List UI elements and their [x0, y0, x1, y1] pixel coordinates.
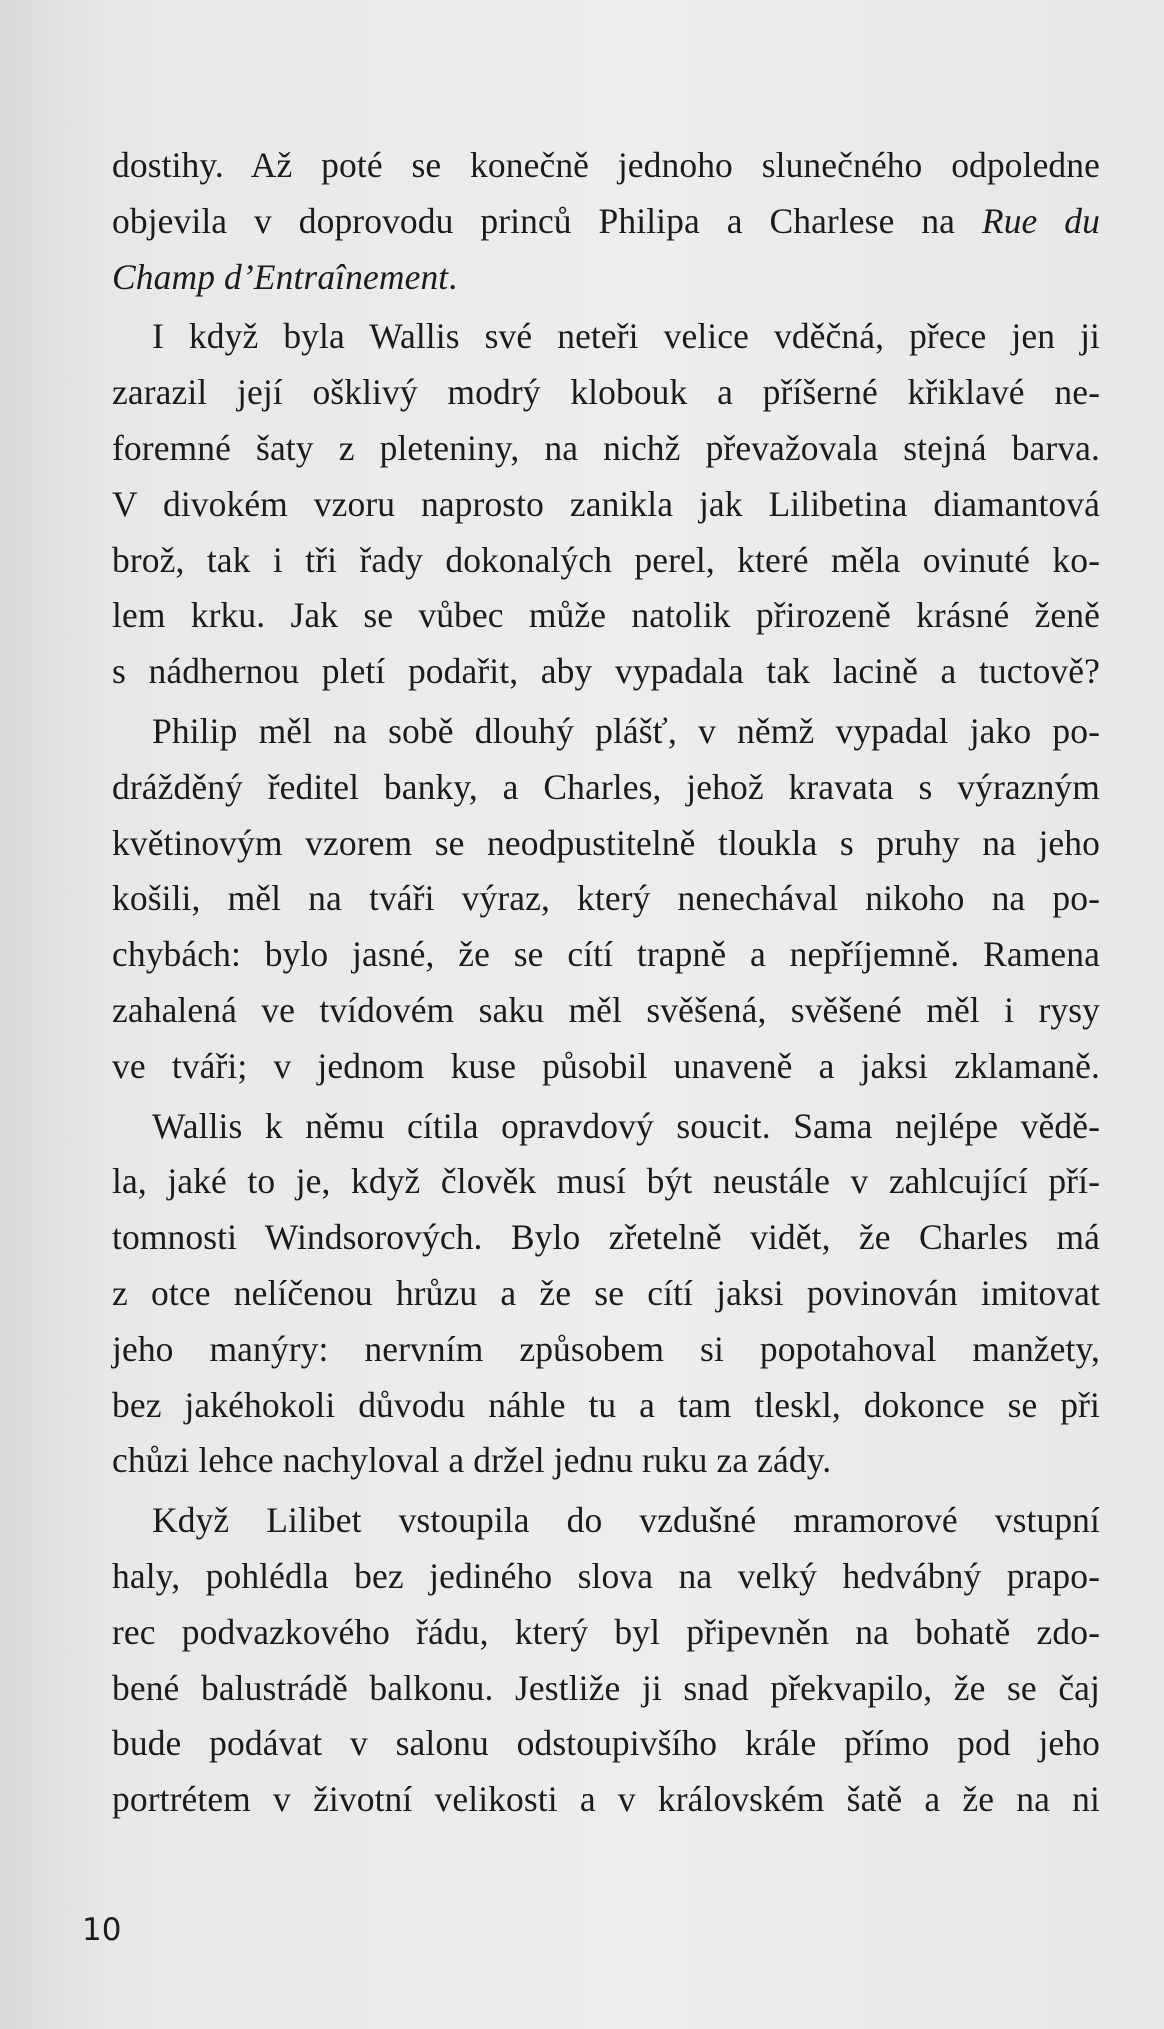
text-line: zarazil její ošklivý modrý klobouk a příšerné křiklavé ne- — [112, 372, 1100, 413]
text-line: ve tváři; v jednom kuse působil unaveně a jaksi zklamaně. — [112, 1045, 1100, 1086]
text-line: la, jaké to je, když člověk musí být neustále v zahlcující pří- — [112, 1161, 1100, 1202]
text-line: portrétem v životní velikosti a v královském šatě a že na ni — [112, 1779, 1100, 1820]
text-line: květinovým vzorem se neodpustitelně tloukla s pruhy na jeho — [112, 822, 1100, 863]
text-line: foremné šaty z pleteniny, na nichž převažovala stejná barva. — [112, 427, 1100, 468]
text-line: tomnosti Windsorových. Bylo zřetelně vidět, že Charles má — [112, 1217, 1100, 1258]
text-line-part: objevila v doprovodu princů Philipa a Charlese na — [112, 200, 956, 241]
text-line: I když byla Wallis své neteři velice vděčná, přece jen ji — [152, 316, 1100, 357]
text-line: bude podávat v salonu odstoupivšího krále přímo pod jeho — [112, 1723, 1100, 1764]
text-line: lem krku. Jak se vůbec může natolik přirozeně krásné ženě — [112, 595, 1100, 636]
text-line: drážděný ředitel banky, a Charles, jehož kravata s výrazným — [112, 766, 1100, 807]
page-number: 10 — [82, 1912, 122, 1948]
text-line: zahalená ve tvídovém saku měl svěšená, svěšené měl i rysy — [112, 989, 1100, 1030]
text-line: z otce nelíčenou hrůzu a že se cítí jaksi povinován imitovat — [112, 1272, 1100, 1313]
text-line: dostihy. Až poté se konečně jednoho slunečného odpoledne — [112, 145, 1100, 185]
text-line: Philip měl na sobě dlouhý plášť, v němž vypadal jako po- — [152, 710, 1100, 751]
body-text — [112, 138, 1100, 1828]
text-line: Wallis k němu cítila opravdový soucit. Sama nejlépe vědě- — [152, 1105, 1100, 1146]
text-line: jeho manýry: nervním způsobem si popotahoval manžety, — [112, 1328, 1100, 1369]
text-line: V divokém vzoru naprosto zanikla jak Lilibetina diamantová — [112, 483, 1100, 524]
text-line: bez jakéhokoli důvodu náhle tu a tam tleskl, dokonce se při — [112, 1384, 1100, 1425]
text-line: chůzi lehce nachyloval a držel jednu ruku za zády. — [112, 1440, 832, 1481]
text-line: Když Lilibet vstoupila do vzdušné mramorové vstupní — [152, 1500, 1100, 1541]
text-line — [112, 250, 1100, 306]
italic-text: Rue du — [981, 200, 1100, 241]
text-line: chybách: bylo jasné, že se cítí trapně a nepříjemně. Ramena — [112, 934, 1100, 975]
text-line: haly, pohlédla bez jediného slova na velký hedvábný prapo- — [112, 1555, 1100, 1596]
text-line: s nádhernou pletí podařit, aby vypadala tak lacině a tuctově? — [112, 651, 1100, 692]
italic-text: Champ d’Entraînement — [112, 256, 449, 297]
text-line — [112, 194, 1100, 250]
text-line: košili, měl na tváři výraz, který nenechával nikoho na po- — [112, 878, 1100, 919]
text-line: brož, tak i tři řady dokonalých perel, které měla ovinuté ko- — [112, 539, 1100, 580]
text-line: bené balustrádě balkonu. Jestliže ji snad překvapilo, že se čaj — [112, 1667, 1100, 1708]
text-line: rec podvazkového řádu, který byl připevněn na bohatě zdo- — [112, 1611, 1100, 1652]
text-line-part: . — [448, 256, 458, 297]
